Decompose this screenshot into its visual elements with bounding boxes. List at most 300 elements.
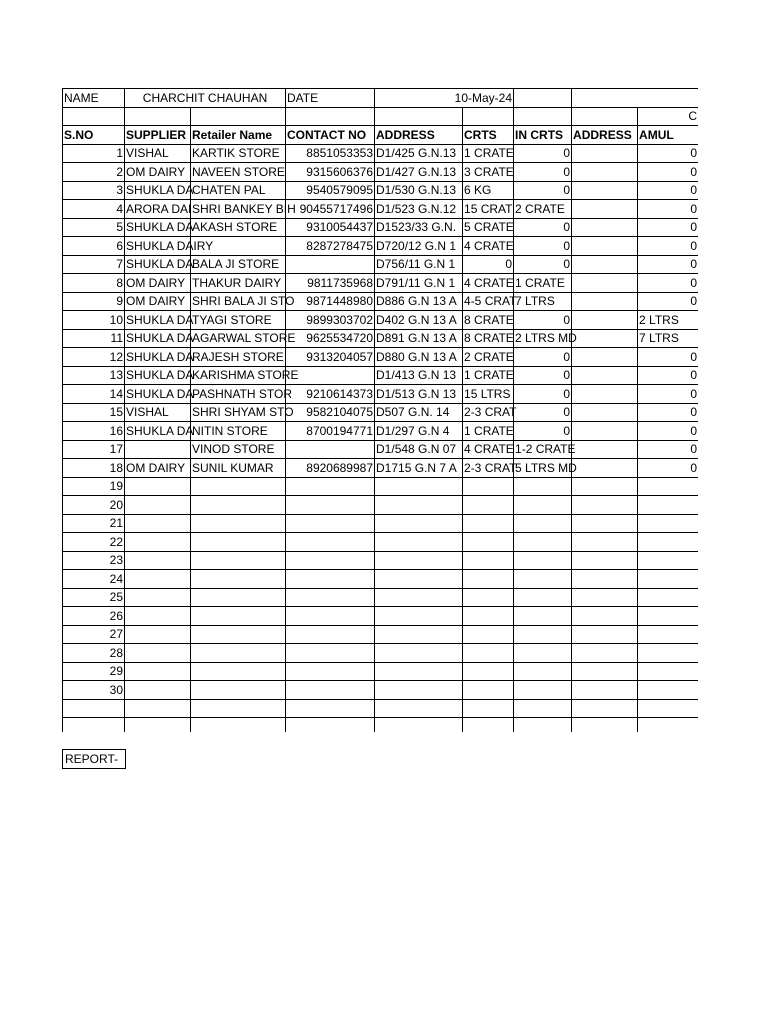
empty-cell[interactable] xyxy=(125,625,191,644)
amul-cell[interactable]: 0 xyxy=(638,218,698,237)
sno-cell[interactable]: 14 xyxy=(63,385,125,404)
address2-cell[interactable] xyxy=(572,329,638,348)
col-supplier[interactable]: SUPPLIER xyxy=(125,126,191,145)
empty-cell[interactable] xyxy=(514,607,572,626)
sno-cell[interactable]: 3 xyxy=(63,181,125,200)
amul-cell[interactable]: 0 xyxy=(638,200,698,219)
empty-cell[interactable] xyxy=(463,533,514,552)
empty-cell[interactable] xyxy=(638,551,698,570)
empty-cell[interactable] xyxy=(638,477,698,496)
crts-cell[interactable]: 8 CRATE xyxy=(463,329,514,348)
address-cell[interactable]: D791/11 G.N 1 xyxy=(375,274,463,293)
supplier-cell[interactable]: SHUKLA DA xyxy=(125,422,191,441)
sno-cell[interactable]: 15 xyxy=(63,403,125,422)
empty-cell[interactable] xyxy=(514,644,572,663)
address-cell[interactable]: D720/12 G.N 1 xyxy=(375,237,463,256)
amul-cell[interactable]: 0 xyxy=(638,237,698,256)
supplier-cell[interactable]: SHUKLA DA xyxy=(125,329,191,348)
retailer-cell[interactable]: AGARWAL STORE xyxy=(191,329,286,348)
empty-cell[interactable] xyxy=(514,588,572,607)
retailer-cell[interactable]: SUNIL KUMAR xyxy=(191,459,286,478)
sno-cell[interactable]: 5 xyxy=(63,218,125,237)
address2-cell[interactable] xyxy=(572,422,638,441)
contact-cell[interactable]: 9210614373 xyxy=(286,385,375,404)
sno-cell[interactable]: 21 xyxy=(63,514,125,533)
empty-cell[interactable] xyxy=(463,607,514,626)
overflow-text[interactable]: C xyxy=(638,107,698,126)
empty-cell[interactable] xyxy=(514,570,572,589)
in-crts-cell[interactable]: 2 CRATE xyxy=(514,200,572,219)
sno-cell[interactable]: 7 xyxy=(63,255,125,274)
empty-cell[interactable] xyxy=(191,477,286,496)
retailer-cell[interactable]: VINOD STORE xyxy=(191,440,286,459)
empty-cell[interactable] xyxy=(125,496,191,515)
sno-cell[interactable]: 26 xyxy=(63,607,125,626)
empty-cell[interactable] xyxy=(463,551,514,570)
amul-cell[interactable]: 0 xyxy=(638,403,698,422)
col-crts[interactable]: CRTS xyxy=(463,126,514,145)
empty-cell[interactable] xyxy=(514,718,572,733)
contact-cell[interactable]: 9871448980 xyxy=(286,292,375,311)
sno-cell[interactable]: 22 xyxy=(63,533,125,552)
name-label[interactable]: NAME xyxy=(63,89,125,108)
empty-cell[interactable] xyxy=(514,496,572,515)
in-crts-cell[interactable]: 0 xyxy=(514,163,572,182)
empty-cell[interactable] xyxy=(375,699,463,718)
retailer-cell[interactable]: KARTIK STORE xyxy=(191,144,286,163)
empty-cell[interactable] xyxy=(191,644,286,663)
empty-cell[interactable] xyxy=(375,681,463,700)
sno-cell[interactable]: 20 xyxy=(63,496,125,515)
address2-cell[interactable] xyxy=(572,181,638,200)
empty-cell[interactable] xyxy=(514,477,572,496)
empty-cell[interactable] xyxy=(63,699,125,718)
in-crts-cell[interactable]: 2 LTRS MD xyxy=(514,329,572,348)
date-value[interactable]: 10-May-24 xyxy=(375,89,514,108)
amul-cell[interactable]: 0 xyxy=(638,255,698,274)
in-crts-cell[interactable]: 0 xyxy=(514,144,572,163)
col-in-crts[interactable]: IN CRTS xyxy=(514,126,572,145)
empty-cell[interactable] xyxy=(125,644,191,663)
address-cell[interactable]: D1/530 G.N.13 xyxy=(375,181,463,200)
empty-cell[interactable] xyxy=(375,607,463,626)
empty-cell[interactable] xyxy=(286,644,375,663)
retailer-cell[interactable]: BALA JI STORE xyxy=(191,255,286,274)
empty-cell[interactable] xyxy=(572,644,638,663)
supplier-cell[interactable]: SHUKLA DAIRY xyxy=(125,237,191,256)
empty-cell[interactable] xyxy=(375,533,463,552)
supplier-cell[interactable]: OM DAIRY xyxy=(125,292,191,311)
amul-cell[interactable]: 0 xyxy=(638,181,698,200)
empty-cell[interactable] xyxy=(125,514,191,533)
empty-cell[interactable] xyxy=(286,107,375,126)
crts-cell[interactable]: 4 CRATE xyxy=(463,274,514,293)
supplier-cell[interactable]: VISHAL xyxy=(125,403,191,422)
empty-cell[interactable] xyxy=(514,89,572,108)
address2-cell[interactable] xyxy=(572,440,638,459)
date-label[interactable]: DATE xyxy=(286,89,375,108)
crts-cell[interactable]: 2 CRATE xyxy=(463,348,514,367)
sno-cell[interactable]: 10 xyxy=(63,311,125,330)
sno-cell[interactable]: 8 xyxy=(63,274,125,293)
retailer-cell[interactable]: THAKUR DAIRY xyxy=(191,274,286,293)
empty-cell[interactable] xyxy=(286,496,375,515)
sno-cell[interactable]: 27 xyxy=(63,625,125,644)
empty-cell[interactable] xyxy=(463,588,514,607)
crts-cell[interactable]: 2-3 CRAT xyxy=(463,403,514,422)
empty-cell[interactable] xyxy=(638,681,698,700)
contact-cell[interactable]: 9315606376 xyxy=(286,163,375,182)
empty-cell[interactable] xyxy=(286,533,375,552)
empty-cell[interactable] xyxy=(375,625,463,644)
contact-cell[interactable]: 9310054437 xyxy=(286,218,375,237)
empty-cell[interactable] xyxy=(191,681,286,700)
empty-cell[interactable] xyxy=(375,107,463,126)
supplier-cell[interactable]: SHUKLA DA xyxy=(125,311,191,330)
in-crts-cell[interactable]: 0 xyxy=(514,348,572,367)
address-cell[interactable]: D1/548 G.N 07 xyxy=(375,440,463,459)
empty-cell[interactable] xyxy=(375,570,463,589)
empty-cell[interactable] xyxy=(463,496,514,515)
address-cell[interactable]: D891 G.N 13 A xyxy=(375,329,463,348)
col-retailer[interactable]: Retailer Name xyxy=(191,126,286,145)
empty-cell[interactable] xyxy=(375,496,463,515)
empty-cell[interactable] xyxy=(125,551,191,570)
supplier-cell[interactable]: SHUKLA DA xyxy=(125,366,191,385)
empty-cell[interactable] xyxy=(191,607,286,626)
address-cell[interactable]: D1/297 G.N 4 xyxy=(375,422,463,441)
retailer-cell[interactable]: NITIN STORE xyxy=(191,422,286,441)
crts-cell[interactable]: 8 CRATE xyxy=(463,311,514,330)
in-crts-cell[interactable]: 1 CRATE xyxy=(514,274,572,293)
empty-cell[interactable] xyxy=(463,644,514,663)
empty-cell[interactable] xyxy=(286,662,375,681)
address-cell[interactable]: D880 G.N 13 A xyxy=(375,348,463,367)
empty-cell[interactable] xyxy=(572,607,638,626)
empty-cell[interactable] xyxy=(125,570,191,589)
address-cell[interactable]: D507 G.N. 14 xyxy=(375,403,463,422)
empty-cell[interactable] xyxy=(463,107,514,126)
contact-cell[interactable] xyxy=(286,255,375,274)
empty-cell[interactable] xyxy=(514,514,572,533)
empty-cell[interactable] xyxy=(572,89,698,108)
address-cell[interactable]: D1/513 G.N 13 xyxy=(375,385,463,404)
empty-cell[interactable] xyxy=(375,588,463,607)
sno-cell[interactable]: 4 xyxy=(63,200,125,219)
empty-cell[interactable] xyxy=(572,551,638,570)
sno-cell[interactable]: 29 xyxy=(63,662,125,681)
address2-cell[interactable] xyxy=(572,163,638,182)
empty-cell[interactable] xyxy=(125,718,191,733)
col-contact[interactable]: CONTACT NO xyxy=(286,126,375,145)
empty-cell[interactable] xyxy=(514,625,572,644)
sno-cell[interactable]: 12 xyxy=(63,348,125,367)
crts-cell[interactable]: 15 CRAT xyxy=(463,200,514,219)
contact-cell[interactable]: 9540579095 xyxy=(286,181,375,200)
address2-cell[interactable] xyxy=(572,348,638,367)
crts-cell[interactable]: 1 CRATE xyxy=(463,422,514,441)
empty-cell[interactable] xyxy=(286,607,375,626)
supplier-cell[interactable]: SHUKLA DA xyxy=(125,348,191,367)
retailer-cell[interactable]: PASHNATH STOR xyxy=(191,385,286,404)
empty-cell[interactable] xyxy=(572,533,638,552)
contact-cell[interactable]: 9811735968 xyxy=(286,274,375,293)
empty-cell[interactable] xyxy=(572,662,638,681)
in-crts-cell[interactable]: 0 xyxy=(514,422,572,441)
col-sno[interactable]: S.NO xyxy=(63,126,125,145)
crts-cell[interactable]: 4-5 CRAT xyxy=(463,292,514,311)
empty-cell[interactable] xyxy=(286,588,375,607)
empty-cell[interactable] xyxy=(463,514,514,533)
empty-cell[interactable] xyxy=(638,588,698,607)
supplier-cell[interactable]: OM DAIRY xyxy=(125,459,191,478)
empty-cell[interactable] xyxy=(463,662,514,681)
in-crts-cell[interactable]: 0 xyxy=(514,366,572,385)
name-value[interactable]: CHARCHIT CHAUHAN xyxy=(125,89,286,108)
sno-cell[interactable]: 1 xyxy=(63,144,125,163)
amul-cell[interactable]: 0 xyxy=(638,274,698,293)
empty-cell[interactable] xyxy=(463,477,514,496)
col-amul[interactable]: AMUL xyxy=(638,126,698,145)
amul-cell[interactable]: 0 xyxy=(638,292,698,311)
empty-cell[interactable] xyxy=(125,662,191,681)
sno-cell[interactable]: 9 xyxy=(63,292,125,311)
empty-cell[interactable] xyxy=(463,570,514,589)
retailer-cell[interactable]: KARISHMA STORE xyxy=(191,366,286,385)
empty-cell[interactable] xyxy=(125,607,191,626)
empty-cell[interactable] xyxy=(286,718,375,733)
address2-cell[interactable] xyxy=(572,144,638,163)
crts-cell[interactable]: 2-3 CRAT xyxy=(463,459,514,478)
empty-cell[interactable] xyxy=(286,514,375,533)
in-crts-cell[interactable]: 0 xyxy=(514,311,572,330)
crts-cell[interactable]: 15 LTRS xyxy=(463,385,514,404)
empty-cell[interactable] xyxy=(125,699,191,718)
retailer-cell[interactable]: CHATEN PAL xyxy=(191,181,286,200)
crts-cell[interactable]: 6 KG xyxy=(463,181,514,200)
empty-cell[interactable] xyxy=(514,699,572,718)
empty-cell[interactable] xyxy=(638,662,698,681)
address2-cell[interactable] xyxy=(572,403,638,422)
supplier-cell[interactable]: OM DAIRY xyxy=(125,274,191,293)
empty-cell[interactable] xyxy=(638,644,698,663)
empty-cell[interactable] xyxy=(463,699,514,718)
empty-cell[interactable] xyxy=(125,533,191,552)
sno-cell[interactable]: 19 xyxy=(63,477,125,496)
empty-cell[interactable] xyxy=(638,514,698,533)
retailer-cell[interactable]: NAVEEN STORE xyxy=(191,163,286,182)
empty-cell[interactable] xyxy=(514,533,572,552)
empty-cell[interactable] xyxy=(191,570,286,589)
crts-cell[interactable]: 5 CRATE xyxy=(463,218,514,237)
empty-cell[interactable] xyxy=(638,718,698,733)
amul-cell[interactable]: 7 LTRS xyxy=(638,329,698,348)
address2-cell[interactable] xyxy=(572,274,638,293)
contact-cell[interactable]: 8287278475 xyxy=(286,237,375,256)
address-cell[interactable]: D1/425 G.N.13 xyxy=(375,144,463,163)
empty-cell[interactable] xyxy=(286,551,375,570)
report-label[interactable]: REPORT- xyxy=(62,749,126,769)
contact-cell[interactable]: 8700194771 xyxy=(286,422,375,441)
empty-cell[interactable] xyxy=(514,662,572,681)
supplier-cell[interactable]: VISHAL xyxy=(125,144,191,163)
crts-cell[interactable]: 0 xyxy=(463,255,514,274)
crts-cell[interactable]: 3 CRATE xyxy=(463,163,514,182)
retailer-cell[interactable]: AKASH STORE xyxy=(191,218,286,237)
address-cell[interactable]: D1523/33 G.N. xyxy=(375,218,463,237)
empty-cell[interactable] xyxy=(514,107,572,126)
empty-cell[interactable] xyxy=(572,570,638,589)
empty-cell[interactable] xyxy=(572,477,638,496)
address-cell[interactable]: D1/523 G.N.12 xyxy=(375,200,463,219)
empty-cell[interactable] xyxy=(191,588,286,607)
empty-cell[interactable] xyxy=(286,477,375,496)
address2-cell[interactable] xyxy=(572,200,638,219)
empty-cell[interactable] xyxy=(638,570,698,589)
amul-cell[interactable]: 0 xyxy=(638,422,698,441)
address2-cell[interactable] xyxy=(572,459,638,478)
supplier-cell[interactable]: SHUKLA DA xyxy=(125,181,191,200)
address-cell[interactable]: D1/413 G.N 13 xyxy=(375,366,463,385)
contact-cell[interactable]: 9582104075 xyxy=(286,403,375,422)
in-crts-cell[interactable]: 5 LTRS MD xyxy=(514,459,572,478)
address-cell[interactable]: D402 G.N 13 A xyxy=(375,311,463,330)
in-crts-cell[interactable]: 0 xyxy=(514,237,572,256)
amul-cell[interactable]: 0 xyxy=(638,440,698,459)
empty-cell[interactable] xyxy=(572,718,638,733)
amul-cell[interactable]: 0 xyxy=(638,348,698,367)
address2-cell[interactable] xyxy=(572,366,638,385)
empty-cell[interactable] xyxy=(572,514,638,533)
empty-cell[interactable] xyxy=(375,718,463,733)
empty-cell[interactable] xyxy=(286,699,375,718)
empty-cell[interactable] xyxy=(572,699,638,718)
empty-cell[interactable] xyxy=(375,644,463,663)
empty-cell[interactable] xyxy=(125,588,191,607)
supplier-cell[interactable]: SHUKLA DA xyxy=(125,385,191,404)
address-cell[interactable]: D756/11 G.N 1 xyxy=(375,255,463,274)
contact-cell[interactable]: 8920689987 xyxy=(286,459,375,478)
sno-cell[interactable]: 2 xyxy=(63,163,125,182)
empty-cell[interactable] xyxy=(638,496,698,515)
supplier-cell[interactable]: SHUKLA DA xyxy=(125,218,191,237)
empty-cell[interactable] xyxy=(375,514,463,533)
col-address[interactable]: ADDRESS xyxy=(375,126,463,145)
empty-cell[interactable] xyxy=(63,107,125,126)
empty-cell[interactable] xyxy=(63,718,125,733)
empty-cell[interactable] xyxy=(638,533,698,552)
in-crts-cell[interactable]: 7 LTRS xyxy=(514,292,572,311)
retailer-cell[interactable]: TYAGI STORE xyxy=(191,311,286,330)
empty-cell[interactable] xyxy=(286,570,375,589)
in-crts-cell[interactable]: 0 xyxy=(514,385,572,404)
empty-cell[interactable] xyxy=(286,625,375,644)
sno-cell[interactable]: 11 xyxy=(63,329,125,348)
amul-cell[interactable]: 0 xyxy=(638,366,698,385)
crts-cell[interactable]: 1 CRATE xyxy=(463,366,514,385)
sno-cell[interactable]: 25 xyxy=(63,588,125,607)
address2-cell[interactable] xyxy=(572,385,638,404)
contact-cell[interactable] xyxy=(286,440,375,459)
contact-cell[interactable]: 8851053353 xyxy=(286,144,375,163)
sno-cell[interactable]: 13 xyxy=(63,366,125,385)
supplier-cell[interactable] xyxy=(125,440,191,459)
empty-cell[interactable] xyxy=(191,514,286,533)
supplier-cell[interactable]: ARORA DAI xyxy=(125,200,191,219)
empty-cell[interactable] xyxy=(572,496,638,515)
address2-cell[interactable] xyxy=(572,255,638,274)
amul-cell[interactable]: 0 xyxy=(638,163,698,182)
retailer-cell[interactable]: SHRI SHYAM STO xyxy=(191,403,286,422)
contact-cell[interactable] xyxy=(286,366,375,385)
sno-cell[interactable]: 6 xyxy=(63,237,125,256)
empty-cell[interactable] xyxy=(191,107,286,126)
empty-cell[interactable] xyxy=(638,607,698,626)
empty-cell[interactable] xyxy=(572,625,638,644)
contact-cell[interactable]: 9313204057 xyxy=(286,348,375,367)
empty-cell[interactable] xyxy=(375,551,463,570)
amul-cell[interactable]: 0 xyxy=(638,459,698,478)
crts-cell[interactable]: 4 CRATE xyxy=(463,440,514,459)
in-crts-cell[interactable]: 0 xyxy=(514,403,572,422)
sno-cell[interactable]: 24 xyxy=(63,570,125,589)
empty-cell[interactable] xyxy=(191,625,286,644)
in-crts-cell[interactable]: 0 xyxy=(514,255,572,274)
empty-cell[interactable] xyxy=(463,625,514,644)
crts-cell[interactable]: 4 CRATE xyxy=(463,237,514,256)
empty-cell[interactable] xyxy=(191,551,286,570)
in-crts-cell[interactable]: 0 xyxy=(514,181,572,200)
empty-cell[interactable] xyxy=(572,107,638,126)
empty-cell[interactable] xyxy=(375,662,463,681)
empty-cell[interactable] xyxy=(191,496,286,515)
empty-cell[interactable] xyxy=(572,588,638,607)
empty-cell[interactable] xyxy=(638,699,698,718)
empty-cell[interactable] xyxy=(638,625,698,644)
address2-cell[interactable] xyxy=(572,292,638,311)
address2-cell[interactable] xyxy=(572,311,638,330)
in-crts-cell[interactable]: 1-2 CRATE xyxy=(514,440,572,459)
retailer-cell[interactable]: SHRI BANKEY BIH xyxy=(191,200,286,219)
sno-cell[interactable]: 16 xyxy=(63,422,125,441)
in-crts-cell[interactable]: 0 xyxy=(514,218,572,237)
empty-cell[interactable] xyxy=(375,477,463,496)
empty-cell[interactable] xyxy=(514,551,572,570)
amul-cell[interactable]: 2 LTRS xyxy=(638,311,698,330)
address-cell[interactable]: D1/427 G.N.13 xyxy=(375,163,463,182)
amul-cell[interactable]: 0 xyxy=(638,385,698,404)
empty-cell[interactable] xyxy=(191,718,286,733)
empty-cell[interactable] xyxy=(191,533,286,552)
contact-cell[interactable]: 90455717496 xyxy=(286,200,375,219)
col-address-2[interactable]: ADDRESS xyxy=(572,126,638,145)
amul-cell[interactable]: 0 xyxy=(638,144,698,163)
empty-cell[interactable] xyxy=(125,107,191,126)
empty-cell[interactable] xyxy=(514,681,572,700)
empty-cell[interactable] xyxy=(125,477,191,496)
contact-cell[interactable]: 9625534720 xyxy=(286,329,375,348)
supplier-cell[interactable]: SHUKLA DA xyxy=(125,255,191,274)
address2-cell[interactable] xyxy=(572,237,638,256)
sno-cell[interactable]: 23 xyxy=(63,551,125,570)
empty-cell[interactable] xyxy=(286,681,375,700)
address-cell[interactable]: D886 G.N 13 A xyxy=(375,292,463,311)
supplier-cell[interactable]: OM DAIRY xyxy=(125,163,191,182)
empty-cell[interactable] xyxy=(463,718,514,733)
sno-cell[interactable]: 18 xyxy=(63,459,125,478)
contact-cell[interactable]: 9899303702 xyxy=(286,311,375,330)
crts-cell[interactable]: 1 CRATE xyxy=(463,144,514,163)
